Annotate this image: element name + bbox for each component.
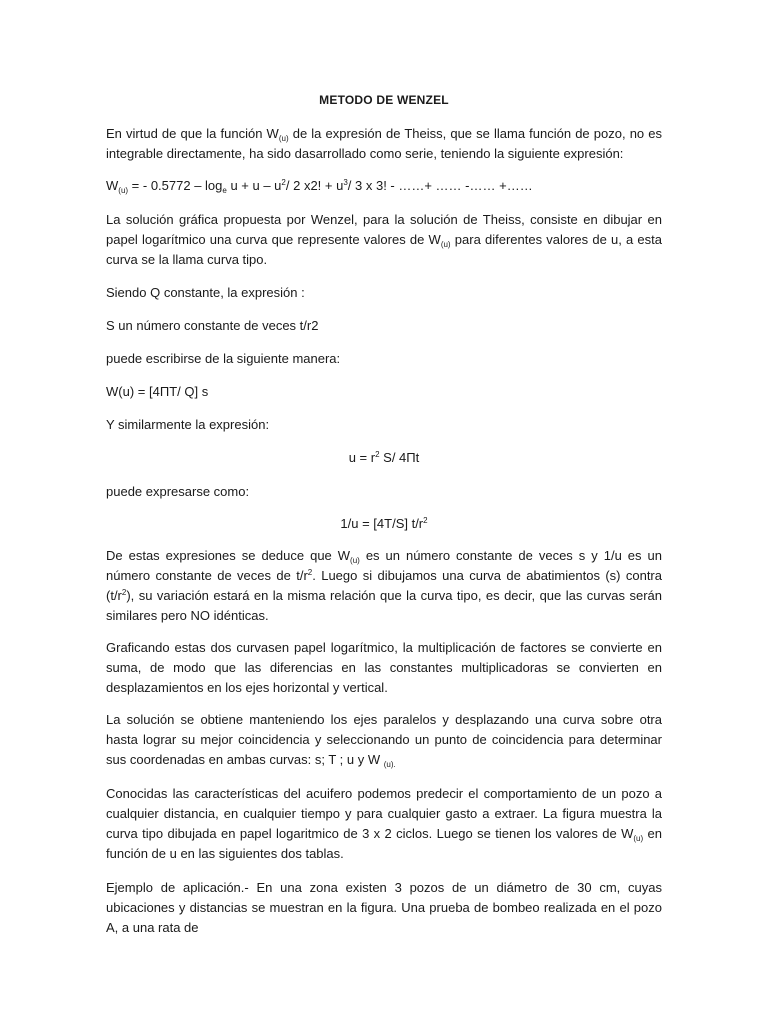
text: La solución gráfica propuesta por Wenzel, para la solución de Theiss, consiste en dibujar en papel logarítmico una curva que represente valores de W (106, 212, 662, 247)
subscript: (u) (118, 186, 129, 195)
text: W (106, 178, 119, 193)
text: para diferentes valores de u, a esta curva se la llama curva tipo. (106, 232, 662, 267)
paragraph-example: Ejemplo de aplicación.- En una zona existen 3 pozos de un diámetro de 30 cm, cuyas ubicaciones y distancias se muestran en la figura. Una prueba de bombeo realizada en el pozo A, a una rata de (106, 880, 662, 935)
paragraph-deduction (106, 546, 662, 626)
superscript: 2 (423, 516, 428, 525)
text: = - 0.5772 – log (128, 178, 223, 193)
text: en función de u en las siguientes dos tablas. (106, 826, 662, 861)
text: de la expresión de Theiss, que se llama función de pozo, no es integrable directamente, ha sido dasarrollado como serie, teniendo la siguiente expresión: (106, 126, 662, 161)
text: Conocidas las características del acuifero podemos predecir el comportamiento de un pozo a cualquier distancia, en cualquier tiempo y para cualquier gasto a extraer. La figura muestra la curva tipo dibujada en papel logaritmico de 3 x 2 ciclos. Luego se tienen los valores de W (106, 786, 662, 841)
paragraph-graphic-solution (106, 210, 662, 270)
subscript: (u). (383, 760, 396, 769)
equation-inverse-u (0, 514, 768, 534)
text: u = r (348, 450, 376, 465)
paragraph-s-constant: S un número constante de veces t/r2 (106, 318, 319, 333)
superscript: 2 (307, 568, 313, 577)
text: La solución se obtiene manteniendo los ejes paralelos y desplazando una curva sobre otra hasta lograr su mejor coincidencia y seleccionando un punto de coincidencia para determinar sus coordenadas en ambas curvas: s; T ; u y W (106, 712, 662, 767)
text: S/ 4Πt (379, 450, 420, 465)
page-title: METODO DE WENZEL (319, 93, 449, 107)
paragraph-intro (106, 124, 662, 164)
text: u + u – u (226, 178, 282, 193)
subscript: e (222, 186, 227, 195)
paragraph-similarly: Y similarmente la expresión: (106, 417, 270, 432)
subscript: (u) (350, 556, 360, 565)
equation-wu: W(u) = [4ΠT/ Q] s (106, 384, 209, 399)
subscript: (u) (440, 240, 451, 249)
paragraph-graphing: Graficando estas dos curvasen papel logarítmico, la multiplicación de factores se convierte en suma, de modo que las diferencias en las constantes multiplicadoras se convierten en desplazamientos en los ejes horizontal y vertical. (106, 640, 662, 695)
subscript: (u) (278, 134, 289, 143)
subscript: (u) (633, 834, 644, 843)
text: . Luego si dibujamos una curva de abatimientos (s) contra (t/r (106, 568, 662, 603)
text: En virtud de que la función W (106, 126, 279, 141)
text: / 3 x 3! - ……+ …… -…… +…… (347, 178, 533, 193)
paragraph-q-constant: Siendo Q constante, la expresión : (106, 285, 305, 300)
text: 1/u = [4T/S] t/r (340, 516, 424, 531)
paragraph-aquifer (106, 784, 662, 864)
paragraph-rewrite: puede escribirse de la siguiente manera: (106, 351, 341, 366)
paragraph-solution (106, 710, 662, 770)
series-expression (106, 176, 662, 196)
superscript: 3 (343, 178, 348, 187)
text: / 2 x2! + u (285, 178, 344, 193)
superscript: 2 (281, 178, 286, 187)
paragraph-expressed: puede expresarse como: (106, 484, 250, 499)
superscript: 2 (375, 450, 380, 459)
text: es un número constante de veces s y 1/u es un número constante de veces de t/r (106, 548, 662, 583)
equation-u (0, 448, 768, 468)
text: De estas expresiones se deduce que W (106, 548, 351, 563)
superscript: 2 (121, 588, 127, 597)
text: ), su variación estará en la misma relación que la curva tipo, es decir, que las curvas serán similares pero NO idénticas. (106, 588, 662, 623)
